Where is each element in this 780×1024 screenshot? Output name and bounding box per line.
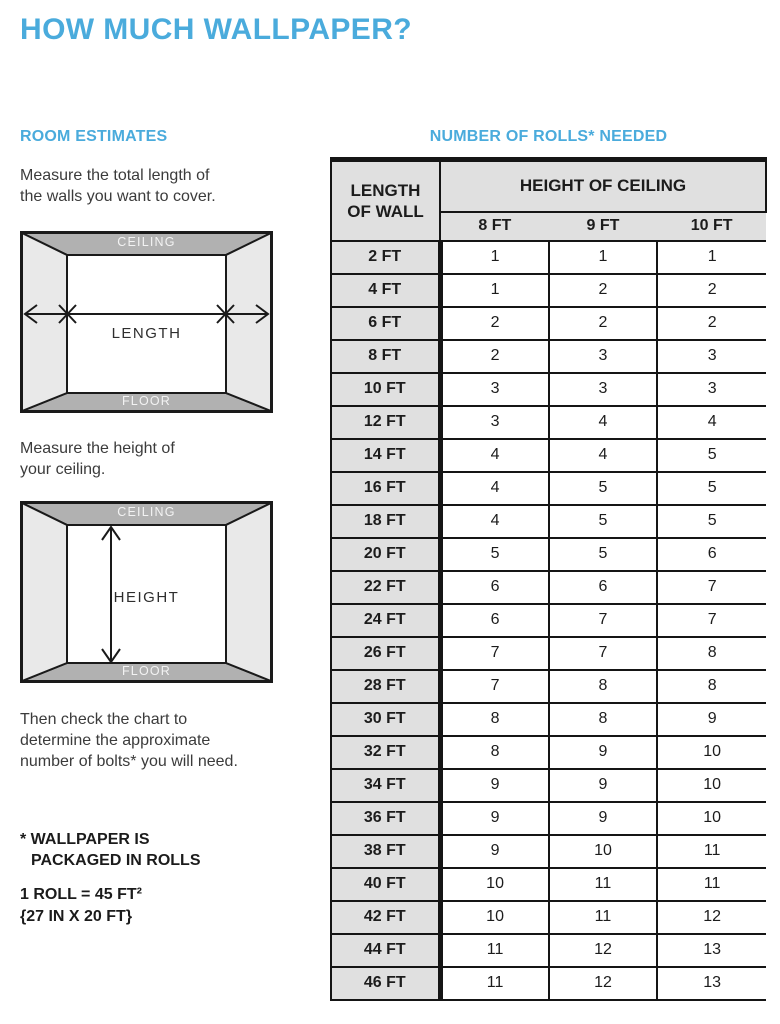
rolls-value-cell: 13	[657, 967, 766, 1000]
wall-length-cell: 12 FT	[331, 406, 440, 439]
rolls-value-cell: 7	[440, 670, 549, 703]
rolls-value-cell: 2	[657, 307, 766, 340]
rolls-table-body	[331, 241, 766, 1000]
length-dimension-label: LENGTH	[111, 325, 182, 342]
rolls-value-cell: 4	[440, 505, 549, 538]
rolls-value-cell: 2	[440, 340, 549, 373]
table-row	[331, 769, 766, 802]
instruction-step-3	[20, 709, 238, 772]
rolls-value-cell: 3	[440, 373, 549, 406]
wall-length-header-line: OF WALL	[347, 201, 424, 221]
rolls-value-cell: 4	[549, 406, 658, 439]
rolls-value-cell: 1	[440, 241, 549, 274]
rolls-value-cell: 4	[440, 439, 549, 472]
instruction-line: your ceiling.	[20, 461, 106, 478]
instruction-step-1	[20, 165, 216, 207]
rolls-value-cell: 3	[549, 373, 658, 406]
wall-length-cell: 28 FT	[331, 670, 440, 703]
rolls-value-cell: 9	[440, 802, 549, 835]
rolls-value-cell: 5	[657, 439, 766, 472]
rolls-value-cell: 8	[549, 670, 658, 703]
rolls-value-cell: 3	[657, 340, 766, 373]
rolls-value-cell: 6	[440, 571, 549, 604]
roll-spec	[20, 884, 142, 928]
wall-length-cell: 4 FT	[331, 274, 440, 307]
room-estimates-heading: ROOM ESTIMATES	[20, 128, 168, 145]
rolls-value-cell: 4	[440, 472, 549, 505]
instruction-line: determine the approximate	[20, 732, 211, 749]
table-row	[331, 901, 766, 934]
room-length-diagram	[20, 231, 273, 413]
table-row	[331, 736, 766, 769]
instruction-line: Then check the chart to	[20, 711, 188, 728]
rolls-value-cell: 10	[657, 802, 766, 835]
rolls-value-cell: 7	[440, 637, 549, 670]
wall-length-cell: 36 FT	[331, 802, 440, 835]
rolls-value-cell: 2	[440, 307, 549, 340]
wall-length-cell: 26 FT	[331, 637, 440, 670]
wall-length-header-line: LENGTH	[350, 180, 421, 200]
table-row	[331, 472, 766, 505]
rolls-value-cell: 12	[549, 967, 658, 1000]
table-row	[331, 868, 766, 901]
wall-length-header	[331, 160, 440, 241]
rolls-value-cell: 2	[657, 274, 766, 307]
rolls-table	[330, 157, 767, 1001]
rolls-value-cell: 8	[657, 637, 766, 670]
rolls-value-cell: 9	[440, 835, 549, 868]
rolls-value-cell: 2	[549, 307, 658, 340]
table-row	[331, 340, 766, 373]
rolls-value-cell: 10	[440, 868, 549, 901]
room-height-diagram	[20, 501, 273, 683]
wall-length-cell: 18 FT	[331, 505, 440, 538]
rolls-value-cell: 11	[440, 934, 549, 967]
rolls-value-cell: 7	[549, 637, 658, 670]
rolls-value-cell: 5	[657, 472, 766, 505]
rolls-value-cell: 6	[440, 604, 549, 637]
table-row	[331, 505, 766, 538]
wallpaper-footnote	[20, 829, 200, 871]
rolls-value-cell: 9	[549, 769, 658, 802]
ceiling-label: CEILING	[117, 235, 176, 249]
instruction-step-2	[20, 438, 175, 480]
rolls-value-cell: 5	[657, 505, 766, 538]
rolls-value-cell: 7	[549, 604, 658, 637]
table-row	[331, 802, 766, 835]
table-row	[331, 538, 766, 571]
instruction-line: Measure the total length of	[20, 167, 210, 184]
rolls-value-cell: 3	[440, 406, 549, 439]
rolls-value-cell: 6	[657, 538, 766, 571]
rolls-value-cell: 5	[549, 538, 658, 571]
rolls-value-cell: 7	[657, 604, 766, 637]
table-row	[331, 670, 766, 703]
instruction-line: number of bolts* you will need.	[20, 753, 238, 770]
rolls-value-cell: 8	[549, 703, 658, 736]
instruction-line: Measure the height of	[20, 440, 175, 457]
rolls-value-cell: 11	[657, 835, 766, 868]
table-row	[331, 967, 766, 1000]
rolls-value-cell: 12	[549, 934, 658, 967]
rolls-value-cell: 9	[440, 769, 549, 802]
wall-length-cell: 44 FT	[331, 934, 440, 967]
instruction-line: the walls you want to cover.	[20, 188, 216, 205]
rolls-value-cell: 5	[549, 472, 658, 505]
footnote-line: * WALLPAPER IS	[20, 831, 150, 848]
wall-length-cell: 34 FT	[331, 769, 440, 802]
rolls-value-cell: 3	[549, 340, 658, 373]
room-perspective-drawing	[20, 231, 273, 413]
table-header-row	[331, 160, 766, 212]
table-row	[331, 406, 766, 439]
floor-label: FLOOR	[121, 394, 172, 408]
wall-length-cell: 14 FT	[331, 439, 440, 472]
rolls-value-cell: 8	[657, 670, 766, 703]
page-title: HOW MUCH WALLPAPER?	[20, 13, 413, 46]
table-row	[331, 307, 766, 340]
ceiling-height-group-header: HEIGHT OF CEILING	[440, 160, 766, 212]
rolls-value-cell: 10	[549, 835, 658, 868]
wall-length-cell: 8 FT	[331, 340, 440, 373]
rolls-value-cell: 11	[549, 901, 658, 934]
rolls-value-cell: 13	[657, 934, 766, 967]
rolls-needed-heading: NUMBER OF ROLLS* NEEDED	[429, 128, 668, 145]
rolls-value-cell: 11	[657, 868, 766, 901]
rolls-value-cell: 8	[440, 703, 549, 736]
rolls-value-cell: 5	[549, 505, 658, 538]
wall-length-cell: 40 FT	[331, 868, 440, 901]
footnote-line: PACKAGED IN ROLLS	[31, 852, 201, 869]
table-row	[331, 373, 766, 406]
table-row	[331, 604, 766, 637]
wall-length-cell: 24 FT	[331, 604, 440, 637]
wall-length-cell: 16 FT	[331, 472, 440, 505]
table-row	[331, 934, 766, 967]
column-header-9ft: 9 FT	[549, 212, 658, 241]
table-row	[331, 571, 766, 604]
rolls-value-cell: 9	[657, 703, 766, 736]
rolls-value-cell: 4	[657, 406, 766, 439]
height-dimension-label: HEIGHT	[113, 589, 180, 606]
wall-length-cell: 6 FT	[331, 307, 440, 340]
rolls-value-cell: 6	[549, 571, 658, 604]
rolls-value-cell: 1	[440, 274, 549, 307]
column-header-10ft: 10 FT	[657, 212, 766, 241]
table-row	[331, 703, 766, 736]
rolls-value-cell: 11	[549, 868, 658, 901]
table-row	[331, 835, 766, 868]
wall-length-cell: 46 FT	[331, 967, 440, 1000]
rolls-value-cell: 9	[549, 736, 658, 769]
rolls-value-cell: 12	[657, 901, 766, 934]
rolls-value-cell: 10	[657, 769, 766, 802]
rolls-value-cell: 4	[549, 439, 658, 472]
rolls-value-cell: 10	[440, 901, 549, 934]
rolls-table-container	[330, 157, 767, 1001]
wall-length-cell: 32 FT	[331, 736, 440, 769]
rolls-value-cell: 3	[657, 373, 766, 406]
wall-length-cell: 30 FT	[331, 703, 440, 736]
floor-label: FLOOR	[121, 664, 172, 678]
wall-length-cell: 10 FT	[331, 373, 440, 406]
table-row	[331, 274, 766, 307]
roll-spec-line: {27 IN X 20 FT}	[20, 908, 133, 925]
table-row	[331, 439, 766, 472]
table-row	[331, 241, 766, 274]
rolls-value-cell: 5	[440, 538, 549, 571]
rolls-value-cell: 10	[657, 736, 766, 769]
rolls-value-cell: 7	[657, 571, 766, 604]
rolls-value-cell: 1	[549, 241, 658, 274]
roll-spec-line: 1 ROLL = 45 FT²	[20, 886, 142, 903]
column-header-8ft: 8 FT	[440, 212, 549, 241]
wall-length-cell: 38 FT	[331, 835, 440, 868]
table-row	[331, 637, 766, 670]
wall-length-cell: 22 FT	[331, 571, 440, 604]
wall-length-cell: 2 FT	[331, 241, 440, 274]
rolls-value-cell: 8	[440, 736, 549, 769]
rolls-value-cell: 1	[657, 241, 766, 274]
rolls-value-cell: 2	[549, 274, 658, 307]
wall-length-cell: 42 FT	[331, 901, 440, 934]
wall-length-cell: 20 FT	[331, 538, 440, 571]
rolls-value-cell: 11	[440, 967, 549, 1000]
ceiling-label: CEILING	[117, 505, 176, 519]
rolls-value-cell: 9	[549, 802, 658, 835]
